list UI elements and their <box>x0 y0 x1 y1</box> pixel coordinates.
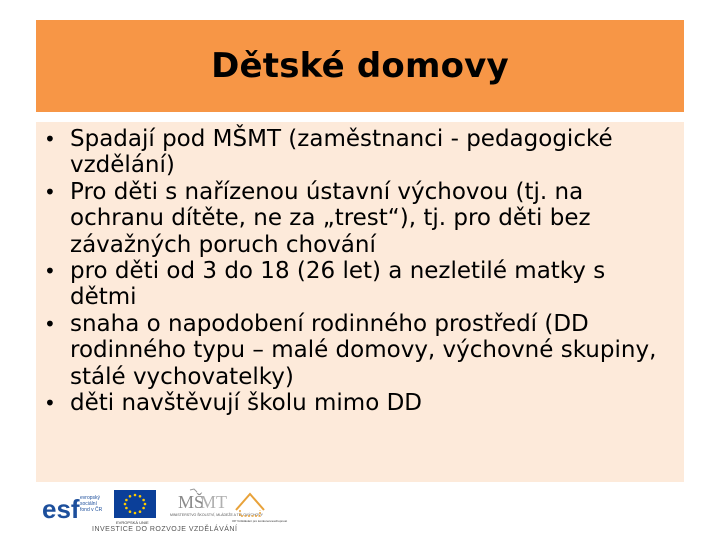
bullet-text: Pro děti s nařízenou ústavní výchovou (tj. na ochranu dítěte, ne za „trest“), tj. pro děti bez závažných poruch chování <box>70 178 591 258</box>
svg-text:esf: esf <box>42 494 80 524</box>
svg-text:OP Vzdělávání pro konkurencesc: OP Vzdělávání pro konkurenceschopnost <box>232 519 288 523</box>
bullet-text: pro děti od 3 do 18 (26 let) a nezletilé matky s dětmi <box>70 258 606 311</box>
eu-flag-icon <box>114 490 156 525</box>
svg-text:fond v ČR: fond v ČR <box>80 507 103 513</box>
footer-logos <box>36 484 296 540</box>
svg-text:sociální: sociální <box>80 501 97 507</box>
list-item <box>36 258 684 311</box>
bullet-icon: • <box>44 179 56 204</box>
bullet-icon: • <box>44 391 56 416</box>
bullet-text: Spadají pod MŠMT (zaměstnanci - pedagogické vzdělání) <box>70 126 613 179</box>
bullet-icon: • <box>44 127 56 151</box>
list-item <box>36 179 684 258</box>
eu-label: EVROPSKÁ UNIE <box>116 520 149 525</box>
bullet-icon: • <box>44 259 56 284</box>
svg-text:MŠ: MŠ <box>178 492 205 512</box>
bullet-list <box>36 122 684 416</box>
list-item <box>36 311 684 390</box>
bullet-text: děti navštěvují školu mimo DD <box>70 390 423 417</box>
svg-text:MINISTERSTVO ŠKOLSTVÍ, MLÁDEŽE: MINISTERSTVO ŠKOLSTVÍ, MLÁDEŽE A TĚLOVÝCHOVY <box>170 513 263 517</box>
esf-logo <box>42 490 103 524</box>
bullet-text: snaha o napodobení rodinného prostředí (DD rodinného typu – malé domovy, výchovné skupiny, stálé vychovatelky) <box>70 310 657 390</box>
title-bar <box>36 20 684 112</box>
bullet-icon: • <box>44 311 56 336</box>
footer-caption: INVESTICE DO ROZVOJE VZDĚLÁVÁNÍ <box>92 526 238 533</box>
content-panel <box>36 122 684 482</box>
eu-stars-icon <box>114 490 156 518</box>
svg-text:evropský: evropský <box>80 495 101 501</box>
slide-title: Dětské domovy <box>211 46 509 86</box>
op-logo <box>232 488 288 524</box>
list-item <box>36 126 684 179</box>
list-item <box>36 390 684 416</box>
svg-text:MT: MT <box>200 492 227 512</box>
